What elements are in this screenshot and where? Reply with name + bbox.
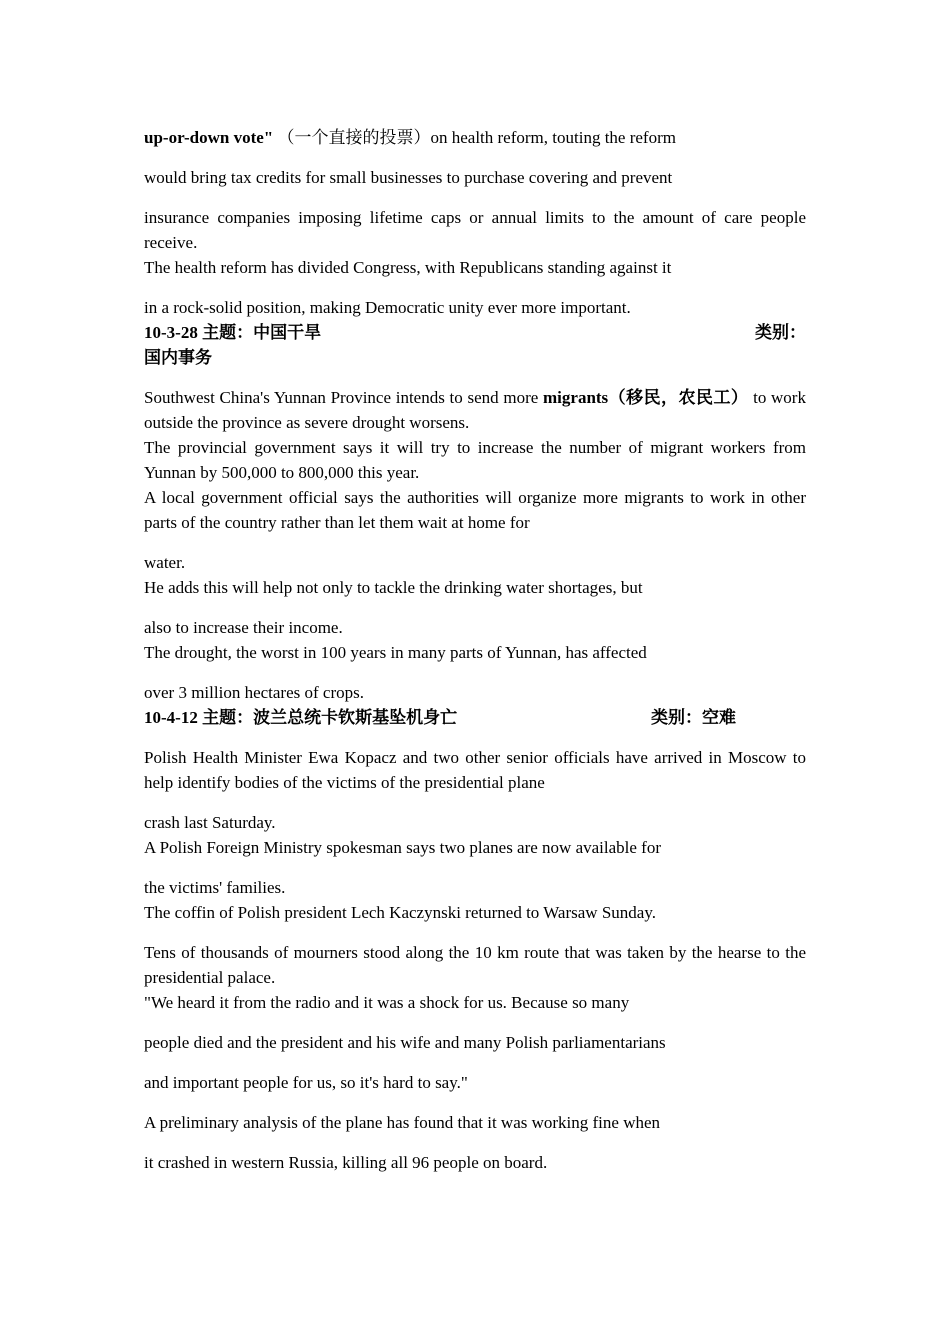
paragraph: in a rock-solid position, making Democratic unity ever more important. [144,298,631,317]
bold-phrase: migrants（移民，农民工） [543,388,749,407]
text-span: （一个直接的投票）on health reform, touting the reform [273,128,676,147]
paragraph: insurance companies imposing lifetime caps or annual limits to the amount of care people receive. [144,208,806,252]
paragraph: and important people for us, so it's hard to say." [144,1073,468,1092]
paragraph: would bring tax credits for small businesses to purchase covering and prevent [144,168,673,187]
paragraph: A preliminary analysis of the plane has found that it was working fine when [144,1113,661,1132]
paragraph: "We heard it from the radio and it was a shock for us. Because so many [144,993,630,1012]
paragraph: Polish Health Minister Ewa Kopacz and two other senior officials have arrived in Moscow to help identify bodies of the victims of the presidential plane [144,748,806,792]
paragraph: The health reform has divided Congress, with Republicans standing against it [144,258,672,277]
paragraph: The drought, the worst in 100 years in many parts of Yunnan, has affected [144,643,647,662]
heading-category: 类别：空难 [651,708,736,727]
paragraph: A Polish Foreign Ministry spokesman says two planes are now available for [144,838,662,857]
paragraph: The provincial government says it will try to increase the number of migrant workers from Yunnan by 500,000 to 800,000 this year. [144,438,806,482]
paragraph: the victims' families. [144,878,286,897]
text-span: to work outside the province as severe drought worsens. [144,388,806,432]
heading-category: 类别： [755,323,806,342]
heading-category-value: 国内事务 [144,348,212,367]
paragraph [144,125,806,150]
paragraph: A local government official says the authorities will organize more migrants to work in other parts of the country rather than let them wait at home for [144,488,806,532]
heading-title: 10-3-28 主题：中国干旱 [144,323,322,342]
paragraph: water. [144,553,186,572]
paragraph: over 3 million hectares of crops. [144,683,364,702]
paragraph: people died and the president and his wife and many Polish parliamentarians [144,1033,666,1052]
bold-phrase: up-or-down vote" [144,128,274,147]
paragraph: also to increase their income. [144,618,343,637]
text-span: Southwest China's Yunnan Province intends to send more [144,388,544,407]
paragraph: The coffin of Polish president Lech Kaczynski returned to Warsaw Sunday. [144,903,656,922]
paragraph: Tens of thousands of mourners stood along the 10 km route that was taken by the hearse to the presidential palace. [144,943,806,987]
document-page [144,125,806,1175]
paragraph: He adds this will help not only to tackle the drinking water shortages, but [144,578,643,597]
paragraph: crash last Saturday. [144,813,276,832]
section-heading [144,705,736,730]
paragraph [144,385,806,435]
paragraph: it crashed in western Russia, killing all 96 people on board. [144,1153,548,1172]
heading-title: 10-4-12 主题：波兰总统卡钦斯基坠机身亡 [144,708,458,727]
section-heading [144,320,806,345]
